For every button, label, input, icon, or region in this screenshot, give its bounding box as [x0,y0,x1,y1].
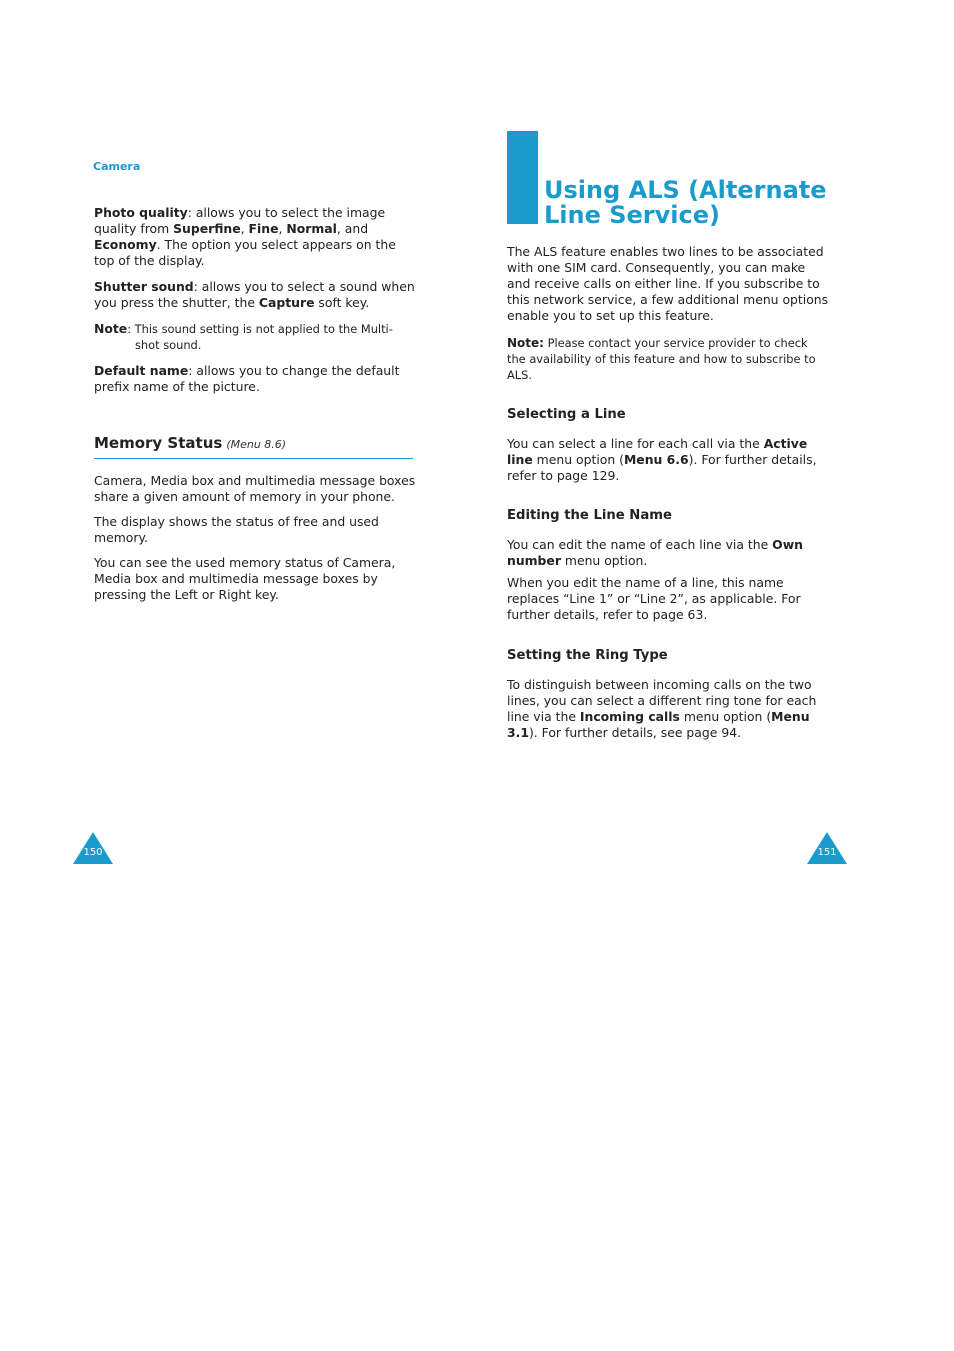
als-intro: The ALS feature enables two lines to be associated with one SIM card. Consequently, you can make and receive calls on either line. If you subscribe to this network service, a few additional menu options enable you to set up this feature. [507,244,829,323]
memory-status-body [94,473,416,612]
page-title: Using ALS (Alternate Line Service) [544,176,827,229]
text: : allows you to select the image quality from [94,205,386,236]
paragraph: Camera, Media box and multimedia message boxes share a given amount of memory in your phone. [94,473,416,504]
page-number-right [807,832,847,864]
editing-line-heading: Editing the Line Name [507,508,672,523]
default-name-term: Default name [94,363,189,378]
menu-ref: Menu 6.6 [623,452,689,467]
text: : [127,322,132,336]
text: To distinguish between incoming calls on the two lines, you can select a different ring tone for each line via the [507,677,817,724]
title-accent-bar-cap [507,129,538,131]
selecting-line-paragraph [507,436,829,484]
text: This sound setting is not applied to the Multi- [131,322,393,336]
left-column [94,205,416,405]
note-paragraph [94,321,416,353]
menu-reference: (Menu 8.6) [226,438,287,451]
text: menu option. [560,553,648,568]
ring-type-paragraph [507,677,829,741]
text: ). For further details, see page 94. [528,725,742,740]
note-label: Note: [507,336,544,350]
text: , and [336,221,369,236]
page-number-text: 150 [83,847,103,858]
paragraph: You can see the used memory status of Camera, Media box and multimedia message boxes by pressing the Left or Right key. [94,555,396,602]
option-economy: Economy [94,237,157,252]
page-number-left [73,832,113,864]
incoming-calls-term: Incoming calls [579,709,680,724]
text: , [278,221,287,236]
option-fine: Fine [248,221,279,236]
running-header: Camera [93,160,141,173]
photo-quality-term: Photo quality [94,205,188,220]
text: Please contact your service provider to check the availability of this feature and how to subscribe to ALS. [507,336,816,382]
memory-status-heading [94,435,413,459]
default-name-paragraph [94,363,416,395]
text: menu option ( [679,709,772,724]
title-accent-bar [507,129,538,224]
text: : allows you to change the default prefix name of the picture. [94,363,400,394]
text: , [240,221,249,236]
heading-text: Memory Status [94,434,223,452]
ring-type-heading: Setting the Ring Type [507,648,668,663]
editing-line-paragraph [507,537,829,569]
own-number-term: Own number [507,537,803,568]
text: : allows you to select a sound when you press the shutter, the [94,279,415,310]
shutter-sound-term: Shutter sound [94,279,194,294]
text: shot sound. [135,338,202,352]
paragraph: The display shows the status of free and used memory. [94,514,379,545]
editing-line-paragraph-2: When you edit the name of a line, this name replaces “Line 1” or “Line 2”, as applicable. For further details, refer to page 63. [507,575,801,622]
capture-key: Capture [258,295,315,310]
option-superfine: Superfine [173,221,241,236]
text: menu option ( [532,452,624,467]
text: ). For further details, refer to page 129. [507,452,817,483]
shutter-sound-paragraph [94,279,416,311]
text: You can select a line for each call via the [507,436,764,451]
page-number-text: 151 [817,847,837,858]
option-normal: Normal [286,221,337,236]
text: soft key. [314,295,370,310]
als-note [507,335,829,383]
menu-ref: Menu 3.1 [507,709,810,740]
text: . The option you select appears on the top of the display. [94,237,396,268]
text: You can edit the name of each line via the [507,537,773,552]
selecting-line-heading: Selecting a Line [507,407,626,422]
active-line-term: Active line [507,436,808,467]
note-label: Note [94,321,128,336]
photo-quality-paragraph [94,205,416,269]
